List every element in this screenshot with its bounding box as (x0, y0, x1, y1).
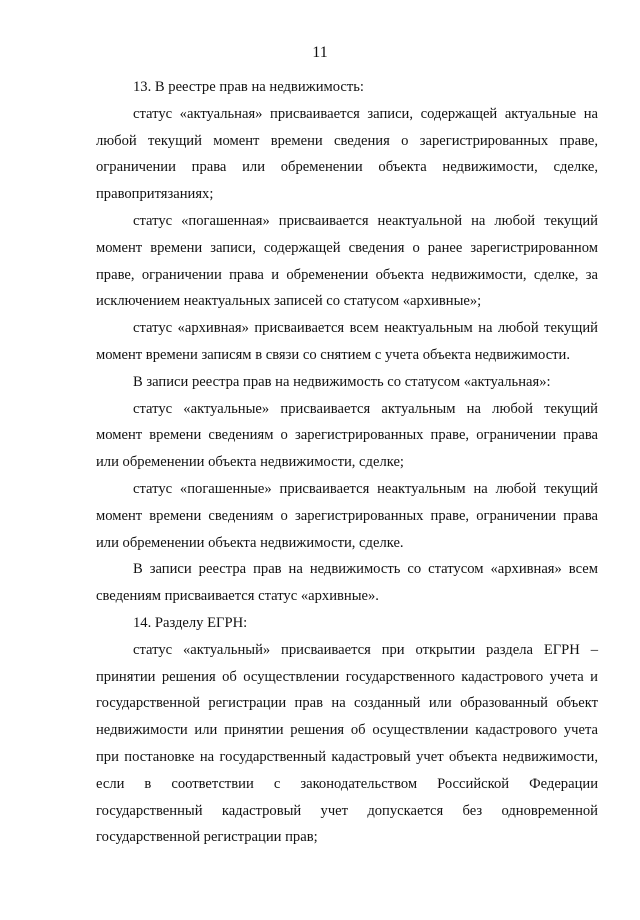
paragraph-info-cancelled: статус «погашенные» присваивается неактуальным на любой текущий момент времени сведениям о зарегистрированных праве, ограничении права или обременении объекта недвижимости, сделке. (96, 480, 598, 551)
paragraph-actual-record-heading: В записи реестра прав на недвижимость со статусом «актуальная»: (133, 373, 551, 390)
paragraph-egrn-section-heading: 14. Разделу ЕГРН: (133, 614, 248, 631)
paragraph-info-actual: статус «актуальные» присваивается актуальным на любой текущий момент времени сведениям о зарегистрированных праве, ограничении права или обременении объекта недвижимости, сделке; (96, 400, 598, 471)
paragraph-status-archived: статус «архивная» присваивается всем неактуальным на любой текущий момент времени записям в связи со снятием с учета объекта недвижимости. (96, 320, 598, 363)
paragraph-status-actual: статус «актуальная» присваивается записи, содержащей актуальные на любой текущий момент времени сведения о зарегистрированных праве, ограничении права или обременении объекта недвижимости, сделке, правопритязаниях; (96, 105, 598, 203)
page-number: 11 (312, 44, 328, 61)
paragraph-status-cancelled: статус «погашенная» присваивается неактуальной на любой текущий момент времени записи, содержащей сведения о ранее зарегистрированном праве, ограничении права и обременении объекта недвижимости, сделке, за исключением неактуальных записей со статусом «архивные»; (96, 212, 598, 310)
document-body (96, 74, 598, 851)
paragraph-archived-record: В записи реестра прав на недвижимость со статусом «архивная» всем сведениям присваивается статус «архивные». (96, 561, 598, 605)
paragraph-egrn-status-actual: статус «актуальный» присваивается при открытии раздела ЕГРН – принятии решения об осуществлении государственного кадастрового учета и государственной регистрации прав на созданный или образованный объект недвижимости или принятии решения об осуществлении кадастрового учета при постановке на государственный кадастровый учет объекта недвижимости, если в соответствии с законодательством Российской Федерации государственный кадастровый учет допускается без одновременной государственной регистрации прав; (96, 641, 598, 846)
paragraph-registry-heading: 13. В реестре прав на недвижимость: (133, 79, 364, 95)
